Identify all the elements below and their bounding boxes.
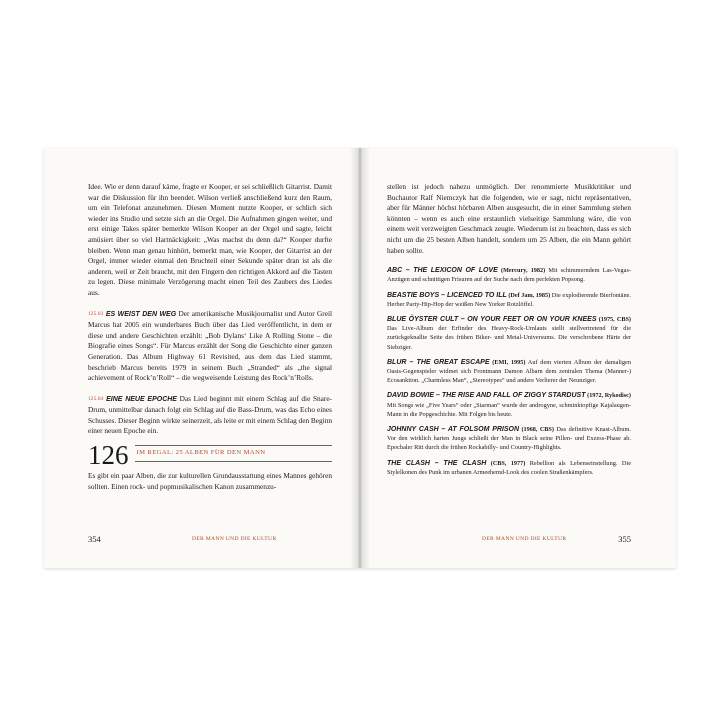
album-title: THE CLASH – THE CLASH [387,459,487,467]
album-title: BEASTIE BOYS – LICENCED TO ILL [387,291,507,299]
right-text-column [387,182,631,483]
album-meta: (Mercury, 1982) [501,267,546,275]
album-entry [387,291,631,309]
album-entry [387,358,631,386]
album-meta: (1972, Rykodisc) [587,392,631,400]
album-meta: (1968, CBS) [521,426,554,433]
chapter-number: 126 [88,440,129,471]
running-head: DER MANN UND DIE KULTUR [192,536,277,542]
section-text: Das Lied beginnt mit einem Schlag auf die Snare-Drum, unmittelbar danach folgt ein Schlag auf die Bass-Drum, was das Echo eines Schusses. Dieser Beginn wirkte seinerzeit, als leite er mit einem Schlag den Beginn einer neuen Epoche ein. [88,393,332,436]
album-description: Mit schimmerndem Las-Vegas-Anzügen und schnittigen Frisuren auf der Suche nach dem perfekten Popsong. [387,267,631,284]
album-meta: (Def Jam, 1985) [508,291,551,299]
section-heading: EINE NEUE EPOCHE [106,395,177,403]
running-head: DER MANN UND DIE KULTUR [482,536,567,542]
section-125-03 [88,309,332,384]
album-meta: (EMI, 1995) [492,358,526,366]
album-entry [387,459,631,477]
section-text: Der amerikanische Musikjournalist und Autor Greil Marcus hat 2005 ein wunderbares Buch über das Lied veröffentlicht, in dem er diese und andere Geschichten erzählt: „Bob Dylans‘ Like A Rolling Stone – die Biografie eines Songs“. Für Marcus erzählt der Song die Geschichte einer ganzen Generation. Das Album Highway 61 Revisited, aus dem das Lied stammt, beschrieb Marcus bereits 1979 in seinem Buch „Stranded“ als „the signal achievement of Rock’n’Roll“ – die wegweisende Leistung des Rock’n’Rolls. [88,308,333,383]
album-description: Mit Songs wie „Five Years“ oder „Starman“ wurde der androgyne, schminktopfige Kajalaugen-Mann in die Popgeschichte. Mit Folgen bis heute. [387,401,631,418]
section-number: 125.03 [88,310,104,317]
album-entry [387,266,631,284]
album-title: ABC – THE LEXICON OF LOVE [387,267,498,275]
album-meta: (CBS, 1977) [490,459,526,467]
album-entry [387,315,631,352]
page-number: 355 [618,534,631,544]
left-text-column [88,182,332,492]
album-title: DAVID BOWIE – THE RISE AND FALL OF ZIGGY STARDUST [387,392,586,400]
album-description: Das Live-Album der Erfinder des Heavy-Rock-Umlauts stellt stellvertretend für die zurückgeknallte Seite des frühen Biker- und Metal-Universums. Die verschrobene Härte der Siebziger. [387,325,631,351]
book-gutter-shadow [350,148,370,568]
album-description: Auf dem vierten Album der damaligen Oasis-Gegenspieler widmet sich Frontmann Damon Albarn dem zentralen Thema (Manner-) Ecosanktion. „Charmless Man“, „Stereotypes“ und andere Verlierer der Neunziger. [387,358,631,385]
right-page [360,148,676,568]
right-paragraph-1: stellen ist jedoch nahezu unmöglich. Der renommierte Musikkritiker und Buchautor Ralf Niemczyk hat die folgenden, wie er sagt, nicht repräsentativen, aber für Männer höchst hörbaren Alben ausgesucht, die in einer Sammlung stehen könnten – wenn es auch eine erstaunlich vielseitige Sammlung wäre, die von einem weit verzweigten Geschmack zeugte. Wiederum ist zu beachten, dass es sich nicht um die 25 besten Alben handelt, sondern um 25 Alben, die ein Mann gehört haben sollte. [387,182,631,255]
album-description: Die explodierende Bierfontäne. Herber Party-Hip-Hop der weißen New Yorker Rotzlöffel. [387,291,631,308]
left-page [44,148,360,568]
album-entry [387,425,631,453]
section-125-04 [88,394,332,437]
chapter-heading [88,440,332,471]
album-title: BLUE ÖYSTER CULT – ON YOUR FEET OR ON YOUR KNEES [387,315,597,323]
section-number: 125.04 [88,395,104,402]
page-number: 354 [88,534,101,544]
album-meta: (1975, CBS) [598,315,631,323]
book-spread [44,148,676,568]
album-description: Rebellion als Lebenseinstellung. Die Stylelkonen des Punk im urbanen Armeehemd-Look des coolen Straßenkämpfers. [387,459,631,476]
chapter-title: IM REGAL: 25 ALBEN FÜR DEN MANN [135,445,333,462]
left-paragraph-after: Es gibt ein paar Alben, die zur kulturellen Grundausstattung eines Mannes gehören sollten. Einen rock- und popmusikalischen Kanon zusammenzu- [88,471,332,491]
album-list [387,266,631,477]
album-entry [387,391,631,419]
left-paragraph-1: Idee. Wie er denn darauf käme, fragte er Kooper, er sei schließlich Gitarrist. Damit war die Diskussion für ihn beendet. Wilson verließ anschließend kurz den Raum, um ein Telefonat anzunehmen. Diesen Moment nutzte Kooper, er schlich sich wieder ins Studio und setzte sich an die Orgel. Die Aufnahmen gingen weiter, und erst einige Takes später bemerkte Wilson Kooper an der Orgel und sagte, leicht amüsiert über so viel Hartnäckigkeit: „Was machst du denn da?“ Kooper durfte bleiben. Wenn man genau hinhört, bemerkt man, wie Kooper, der Gitarrist an der Orgel, immer wieder einmal den Bruchteil einer Sekunde später dran ist als die anderen, weil er Zeit braucht, mit den Fingern den richtigen Akkord auf die Tasten zu legen. Diese minimale Verzögerung macht einen Teil des Zaubers des Liedes aus. [88,182,332,297]
album-title: JOHNNY CASH – AT FOLSOM PRISON [387,426,520,433]
section-heading: ES WEIST DEN WEG [105,310,177,318]
album-description: Das definitive Knast-Album. Vor den wirklich harten Jungs schließt der Man in Black seine Pillen- und Exzess-Phase ab. Epochaler Ritt durch die frühen Rockabilly- und Country-Highlights. [387,426,631,452]
album-title: BLUR – THE GREAT ESCAPE [387,358,490,366]
